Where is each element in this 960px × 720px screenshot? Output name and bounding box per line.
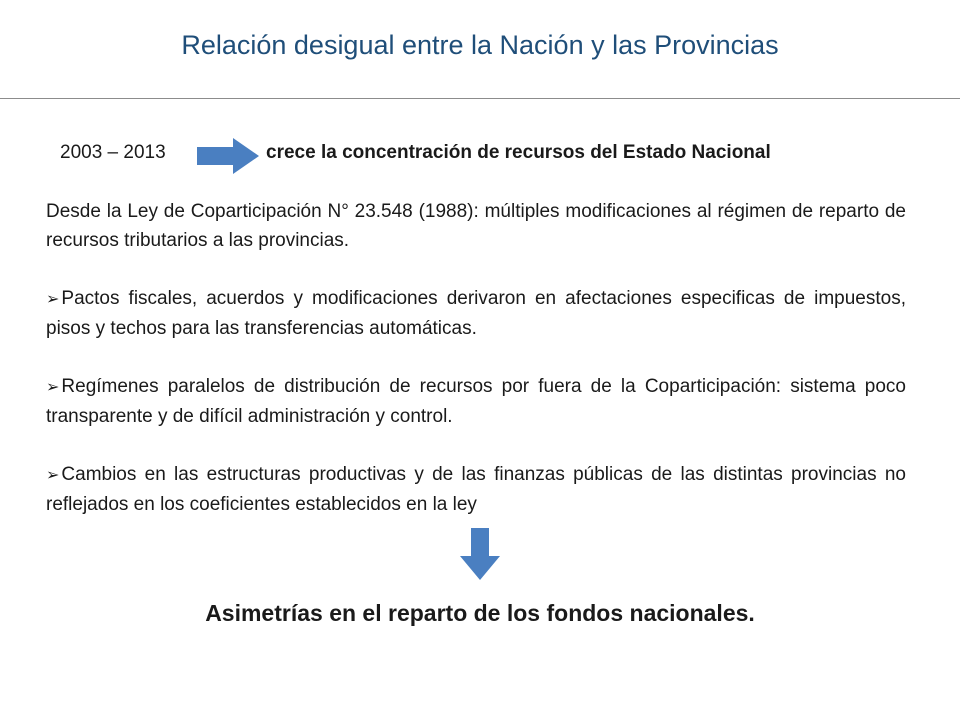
arrow-bullet-icon: ➢ — [46, 291, 60, 308]
period-row — [0, 138, 960, 174]
bullet-item — [46, 372, 906, 431]
bullet-text: Pactos fiscales, acuerdos y modificaciones derivaron en afectaciones especificas de impuestos, pisos y techos para las transferencias automáticas. — [46, 288, 906, 339]
bullet-text: Cambios en las estructuras productivas y de las finanzas públicas de las distintas provincias no reflejados en los coeficientes establecidos en la ley — [46, 464, 906, 515]
bullet-text: Regímenes paralelos de distribución de recursos por fuera de la Coparticipación: sistema poco transparente y de difícil administración y control. — [46, 376, 906, 427]
bullet-item — [46, 460, 906, 519]
down-arrow-icon — [460, 528, 500, 580]
body-text — [46, 197, 906, 548]
period-years: 2003 – 2013 — [60, 142, 166, 163]
title-divider — [0, 98, 960, 99]
arrow-bullet-icon: ➢ — [46, 467, 60, 484]
arrow-bullet-icon: ➢ — [46, 379, 60, 396]
slide-title: Relación desigual entre la Nación y las Provincias — [181, 30, 779, 60]
bullet-item — [46, 284, 906, 343]
intro-paragraph: Desde la Ley de Coparticipación N° 23.548 (1988): múltiples modificaciones al régimen de reparto de recursos tributarios a las provincias. — [46, 201, 906, 251]
period-statement: crece la concentración de recursos del Estado Nacional — [266, 142, 771, 163]
conclusion-text: Asimetrías en el reparto de los fondos nacionales. — [205, 600, 755, 626]
right-arrow-icon — [197, 138, 259, 174]
